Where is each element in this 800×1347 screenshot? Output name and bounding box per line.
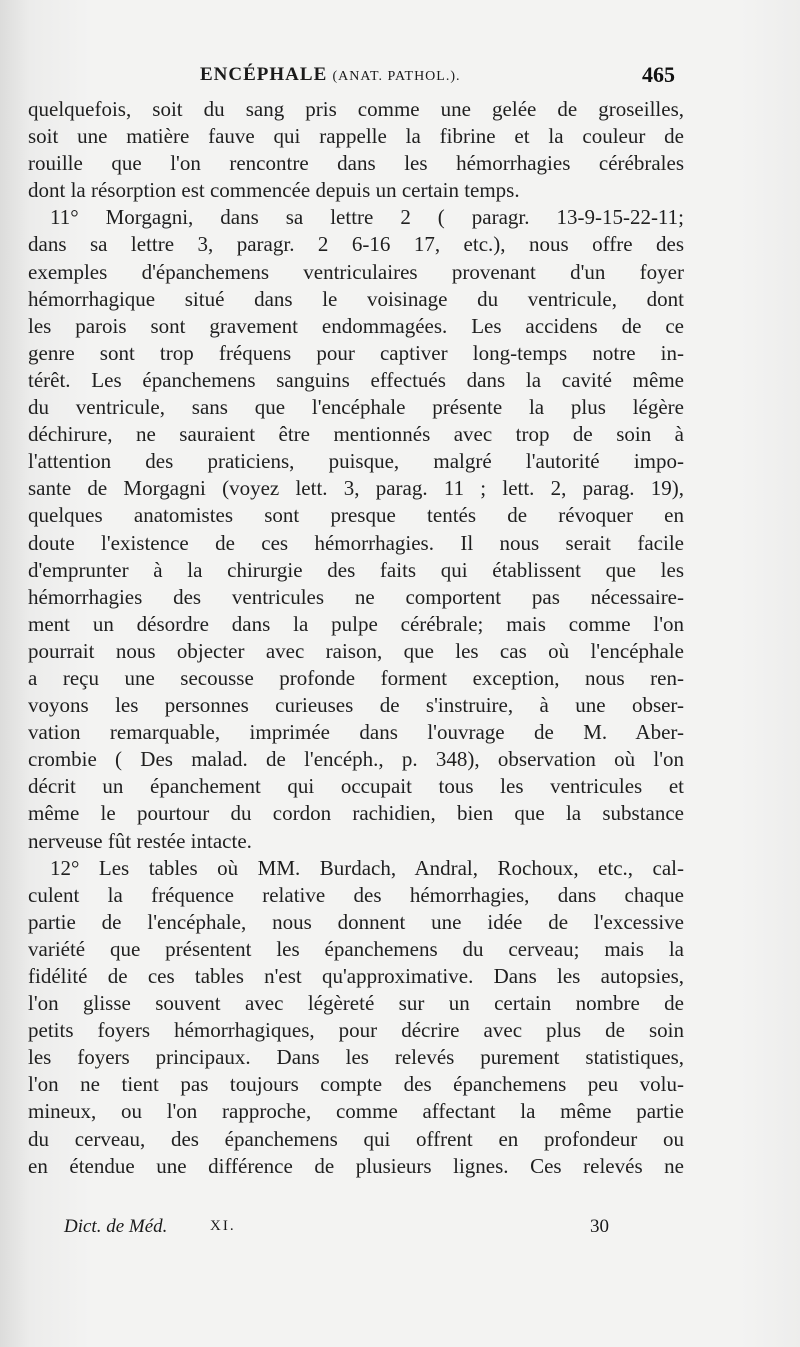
text-line: crombie ( Des malad. de l'encéph., p. 348), observation où l'on [28,747,684,772]
volume-mark: XI. [210,1218,236,1234]
text-line: l'attention des praticiens, puisque, malgré l'autorité impo- [28,449,684,474]
text-line: 12° Les tables où MM. Burdach, Andral, Rochoux, etc., cal- [50,855,684,880]
text-line: térêt. Les épanchemens sanguins effectués dans la cavité même [28,367,684,392]
text-line: variété que présentent les épanchemens du cerveau; mais la [28,936,684,961]
text-line: vation remarquable, imprimée dans l'ouvrage de M. Aber- [28,720,684,745]
text-line: l'on ne tient pas toujours compte des épanchemens peu volu- [28,1072,684,1097]
text-line: quelquefois, soit du sang pris comme une gelée de groseilles, [28,97,684,121]
text-line: du cerveau, des épanchemens qui offrent en profondeur ou [28,1126,684,1151]
text-line: 11° Morgagni, dans sa lettre 2 ( paragr. 13-9-15-22-11; [50,205,684,230]
running-head-subtitle: (ANAT. PATHOL.). [332,69,461,84]
text-line: d'emprunter à la chirurgie des faits qui établissent que les [28,557,684,582]
text-line: l'on glisse souvent avec légèreté sur un certain nombre de [28,991,684,1016]
text-line: hémorrhagies des ventricules ne comportent pas nécessaire- [28,584,684,609]
text-line: pourrait nous objecter avec raison, que les cas où l'encéphale [28,638,684,663]
running-head-title: ENCÉPHALE [200,64,328,85]
sheet-number: 30 [590,1216,609,1237]
text-line: quelques anatomistes sont presque tentés de révoquer en [28,503,684,528]
text-line: décrit un épanchement qui occupait tous les ventricules et [28,774,684,799]
text-line: soit une matière fauve qui rappelle la fibrine et la couleur de [28,124,684,149]
signature-mark: Dict. de Méd. [64,1216,168,1237]
running-head-title-group [200,64,461,86]
text-line: partie de l'encéphale, nous donnent une idée de l'excessive [28,909,684,934]
text-line: fidélité de ces tables n'est qu'approximative. Dans les autopsies, [28,964,684,988]
text-line: du ventricule, sans que l'encéphale présente la plus légère [28,395,684,420]
running-head [0,62,800,96]
text-line: a reçu une secousse profonde forment exception, nous ren- [28,665,684,690]
text-line: nerveuse fût restée intacte. [28,828,252,853]
page-number: 465 [642,62,675,87]
text-line: les foyers principaux. Dans les relevés purement statistiques, [28,1045,684,1070]
text-line: ment un désordre dans la pulpe cérébrale; mais comme l'on [28,611,684,636]
text-line: dans sa lettre 3, paragr. 2 6-16 17, etc.), nous offre des [28,232,684,257]
text-line: petits foyers hémorrhagiques, pour décrire avec plus de soin [28,1018,684,1043]
text-line: en étendue une différence de plusieurs lignes. Ces relevés ne [28,1153,684,1178]
text-line: sante de Morgagni (voyez lett. 3, parag. 11 ; lett. 2, parag. 19), [28,476,684,501]
text-line: mineux, ou l'on rapproche, comme affectant la même partie [28,1099,684,1124]
text-line: même le pourtour du cordon rachidien, bien que la substance [28,801,684,826]
text-line: les parois sont gravement endommagées. Les accidens de ce [28,313,684,338]
text-line: dont la résorption est commencée depuis un certain temps. [28,178,520,203]
text-line: hémorrhagique situé dans le voisinage du ventricule, dont [28,286,684,311]
body-text [28,96,684,1180]
text-line: déchirure, ne sauraient être mentionnés avec trop de soin à [28,422,684,447]
text-line: rouille que l'on rencontre dans les hémorrhagies cérébrales [28,151,684,176]
page-footer [0,1216,800,1246]
text-line: exemples d'épanchemens ventriculaires provenant d'un foyer [28,259,684,284]
text-line: genre sont trop fréquens pour captiver long-temps notre in- [28,340,684,365]
text-line: doute l'existence de ces hémorrhagies. Il nous serait facile [28,530,684,555]
text-line: culent la fréquence relative des hémorrhagies, dans chaque [28,882,684,907]
text-line: voyons les personnes curieuses de s'instruire, à une obser- [28,693,684,718]
